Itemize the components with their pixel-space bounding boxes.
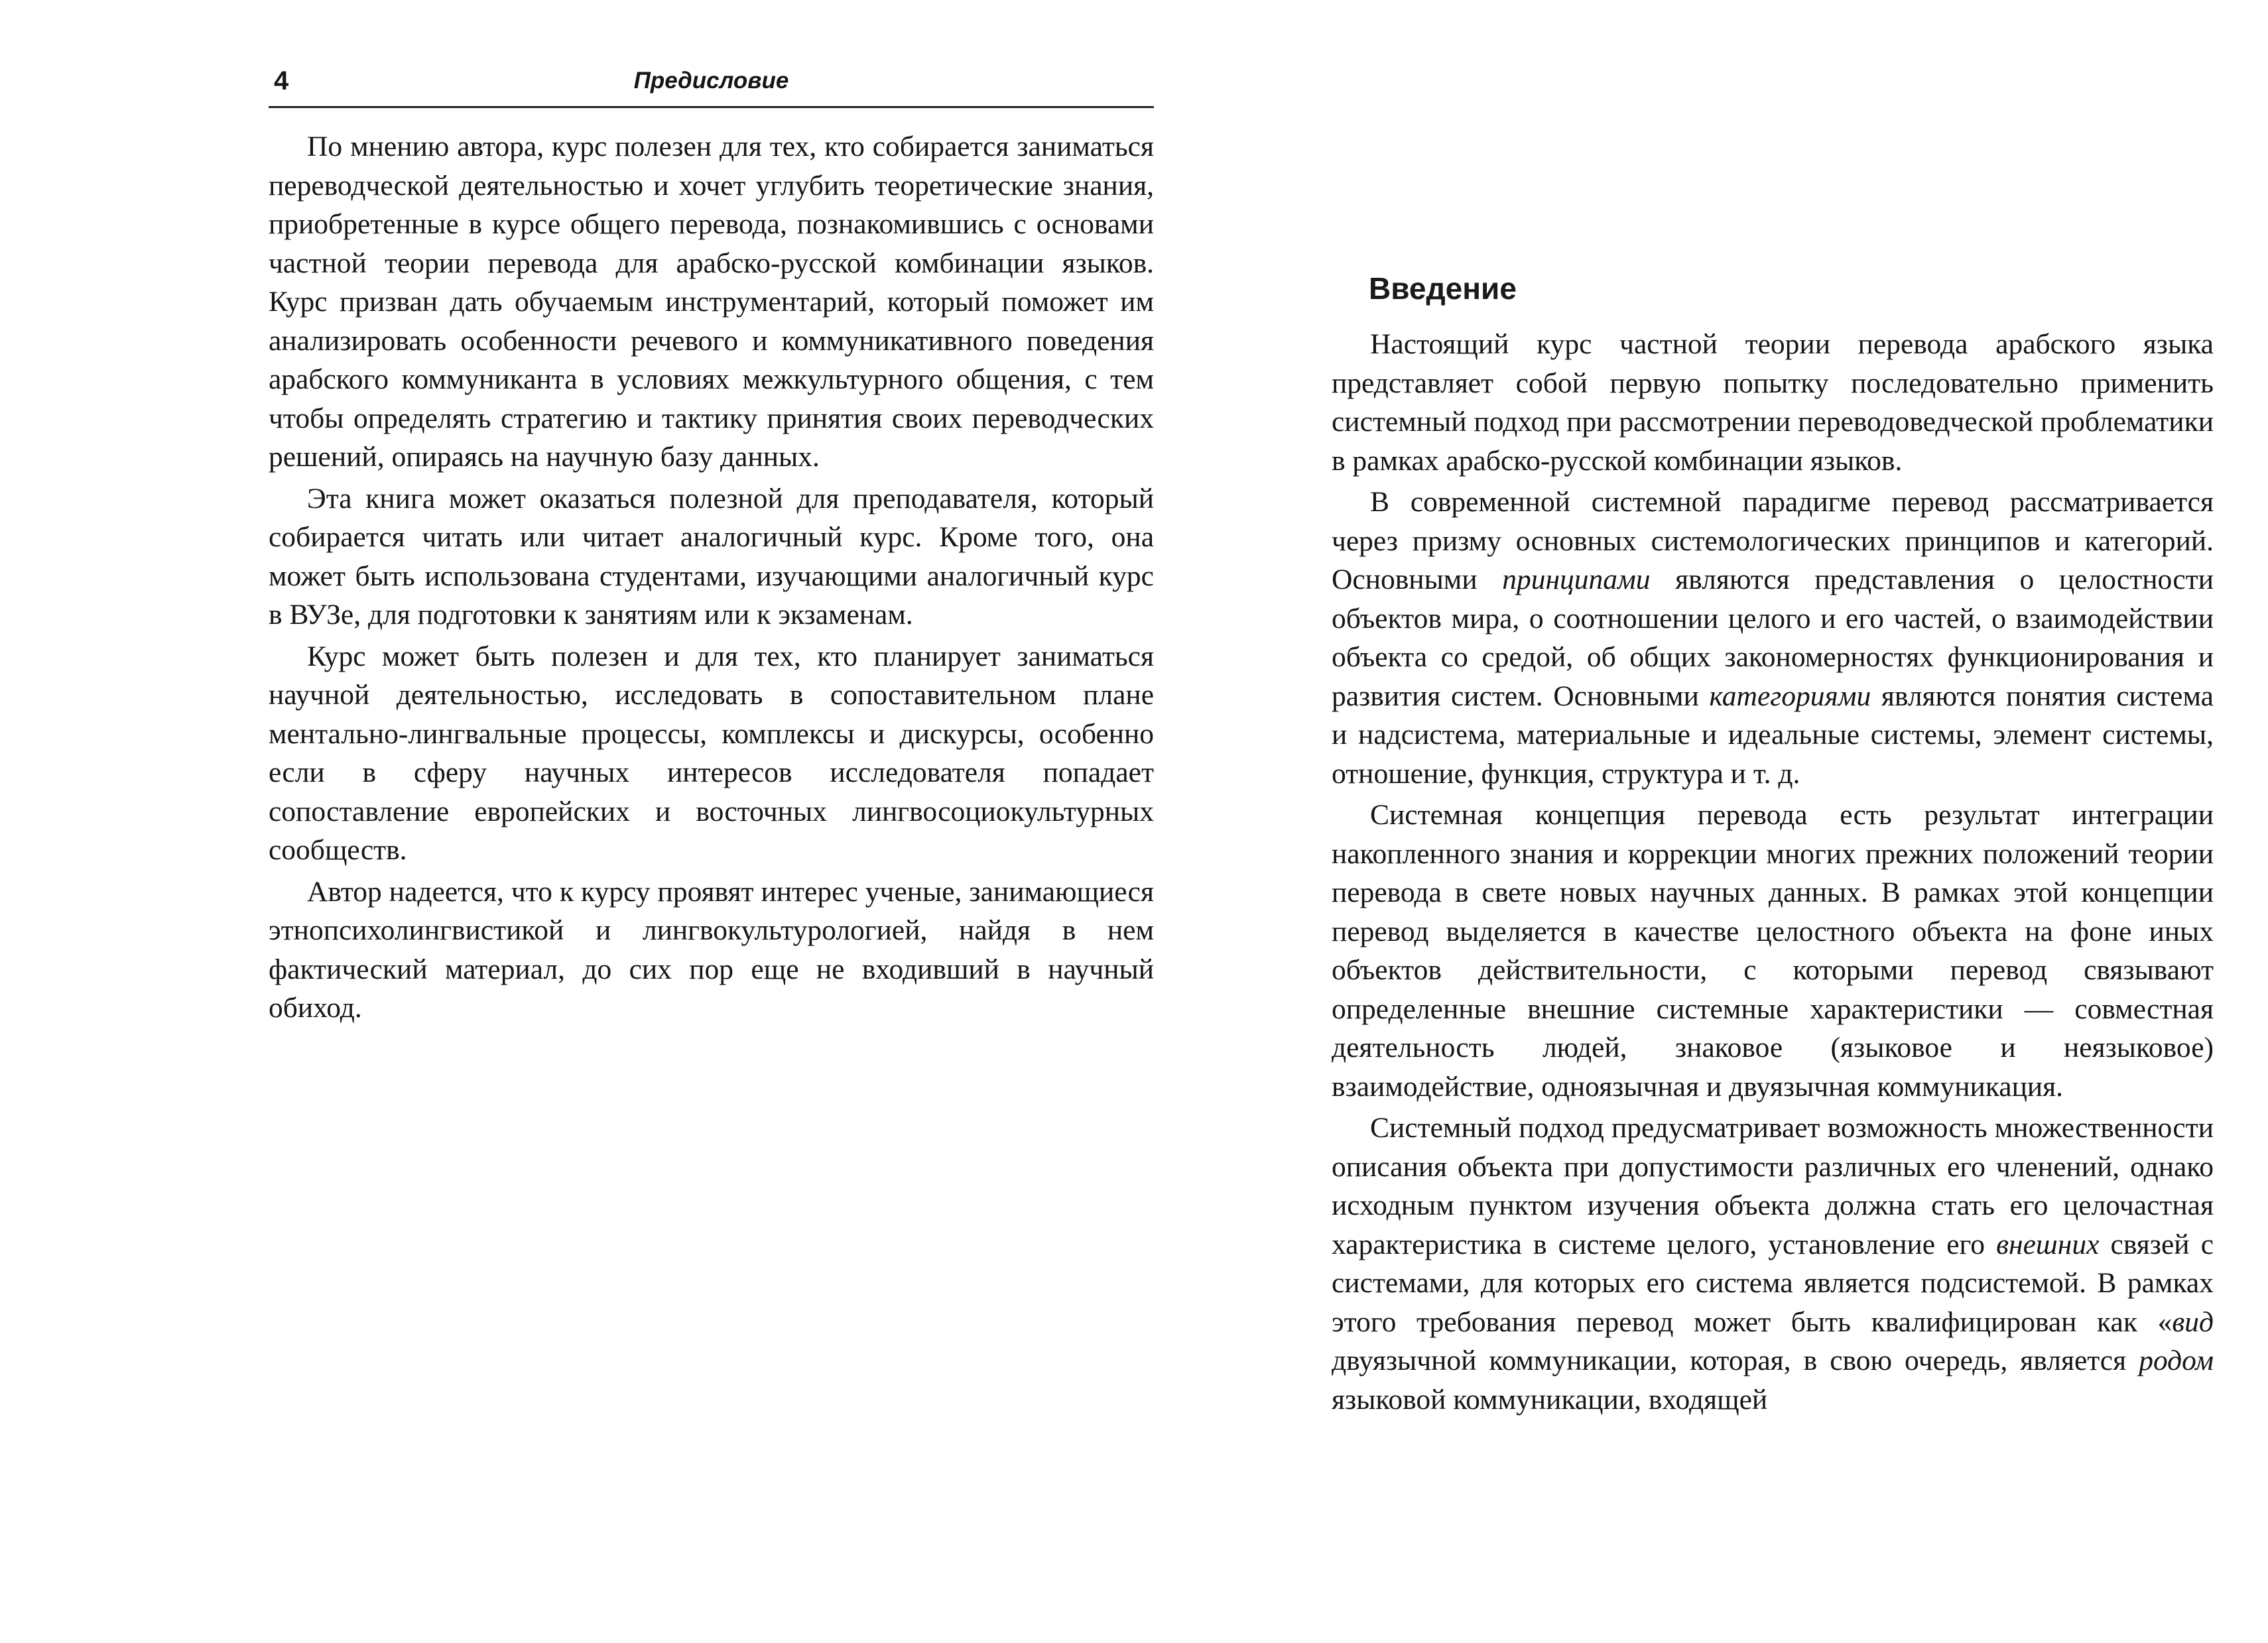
paragraph: По мнению автора, курс полезен для тех, кто собирается заниматься переводческой деятельностью и хочет углубить теоретические знания, приобретенные в курсе общего перевода, познакомившись с основами частной теории перевода для арабско-русской комбинации языков. Курс призван дать обучаемым инструментарий, который поможет им анализировать особенности речевого и коммуникативного поведения арабского коммуниканта в условиях межкультурного общения, с тем чтобы определять стратегию и тактику принятия своих переводческих решений, опираясь на научную базу данных. <box>269 131 1154 473</box>
section-title: Введение <box>1369 271 1517 306</box>
paragraph <box>1332 1109 2214 1419</box>
paragraph: Курс может быть полезен и для тех, кто планирует заниматься научной деятельностью, исследовать в сопоставительном плане ментально-лингвальные процессы, комплексы и дискурсы, особенно если в сферу научных интересов исследователя попадает сопоставление европейских и восточных лингвосоциокультурных сообществ. <box>269 640 1154 866</box>
text-run: языковой коммуникации, входящей <box>1332 1383 1768 1416</box>
preface-text <box>269 127 1154 1030</box>
right-page <box>1134 0 2268 1643</box>
page-number: 4 <box>274 66 289 95</box>
paragraph: Автор надеется, что к курсу проявят интерес ученые, занимающиеся этнопсихолингвистикой и лингвокультурологией, найдя в нем фактический материал, до сих пор еще не входивший в научный обиход. <box>269 875 1154 1024</box>
text-run: Системный подход предусматривает возможность множественности описания объекта при допустимости различных его членений, однако исходным пунктом изучения объекта должна стать его целочастная характеристика в системе целого, установление его <box>1332 1112 2214 1260</box>
emphasis: вид <box>2172 1306 2214 1338</box>
text-run: двуязычной коммуникации, которая, в свою очередь, является <box>1332 1345 2139 1376</box>
text-run: связей с системами, для которых его система является подсистемой. В рамках этого требования перевод может быть квалифицирован как « <box>1332 1228 2214 1338</box>
paragraph <box>1332 483 2214 793</box>
paragraph: Эта книга может оказаться полезной для преподавателя, который собирается читать или читает аналогичный курс. Кроме того, она может быть использована студентами, изучающими аналогичный курс в ВУЗе, для подготовки к занятиям или к экзаменам. <box>269 482 1154 631</box>
running-header <box>269 61 1154 108</box>
text-run: являются представления о целостности объектов мира, о соотношении целого и его частей, о взаимодействии объекта со средой, об общих закономерностях функционирования и развития систем. Основными <box>1332 564 2214 712</box>
emphasis: принципами <box>1502 564 1651 595</box>
emphasis: категориями <box>1709 680 1871 712</box>
text-run: В современной системной парадигме перевод рассматривается через призму основных системологических принципов и категорий. Основными <box>1332 486 2214 595</box>
emphasis: внешних <box>1996 1228 2100 1260</box>
running-title: Предисловие <box>633 68 789 93</box>
paragraph: Системная концепция перевода есть результат интеграции накопленного знания и коррекции многих прежних положений теории перевода в свете новых научных данных. В рамках этой концепции перевод выделяется в качестве целостного объекта на фоне иных объектов действительности, с которыми перевод связывают определенные внешние системные характеристики — совместная деятельность людей, знаковое (языковое и неязыковое) взаимодействие, одноязычная и двуязычная коммуникация. <box>1332 799 2214 1103</box>
emphasis: родом <box>2139 1345 2214 1376</box>
text-run: являются понятия система и надсистема, материальные и идеальные системы, элемент системы, отношение, функция, структура и т. д. <box>1332 680 2214 790</box>
paragraph: Настоящий курс частной теории перевода арабского языка представляет собой первую попытку последовательно применить системный подход при рассмотрении переводоведческой проблематики в рамках арабско-русской комбинации языков. <box>1332 328 2214 477</box>
introduction-text <box>1332 325 2214 1422</box>
